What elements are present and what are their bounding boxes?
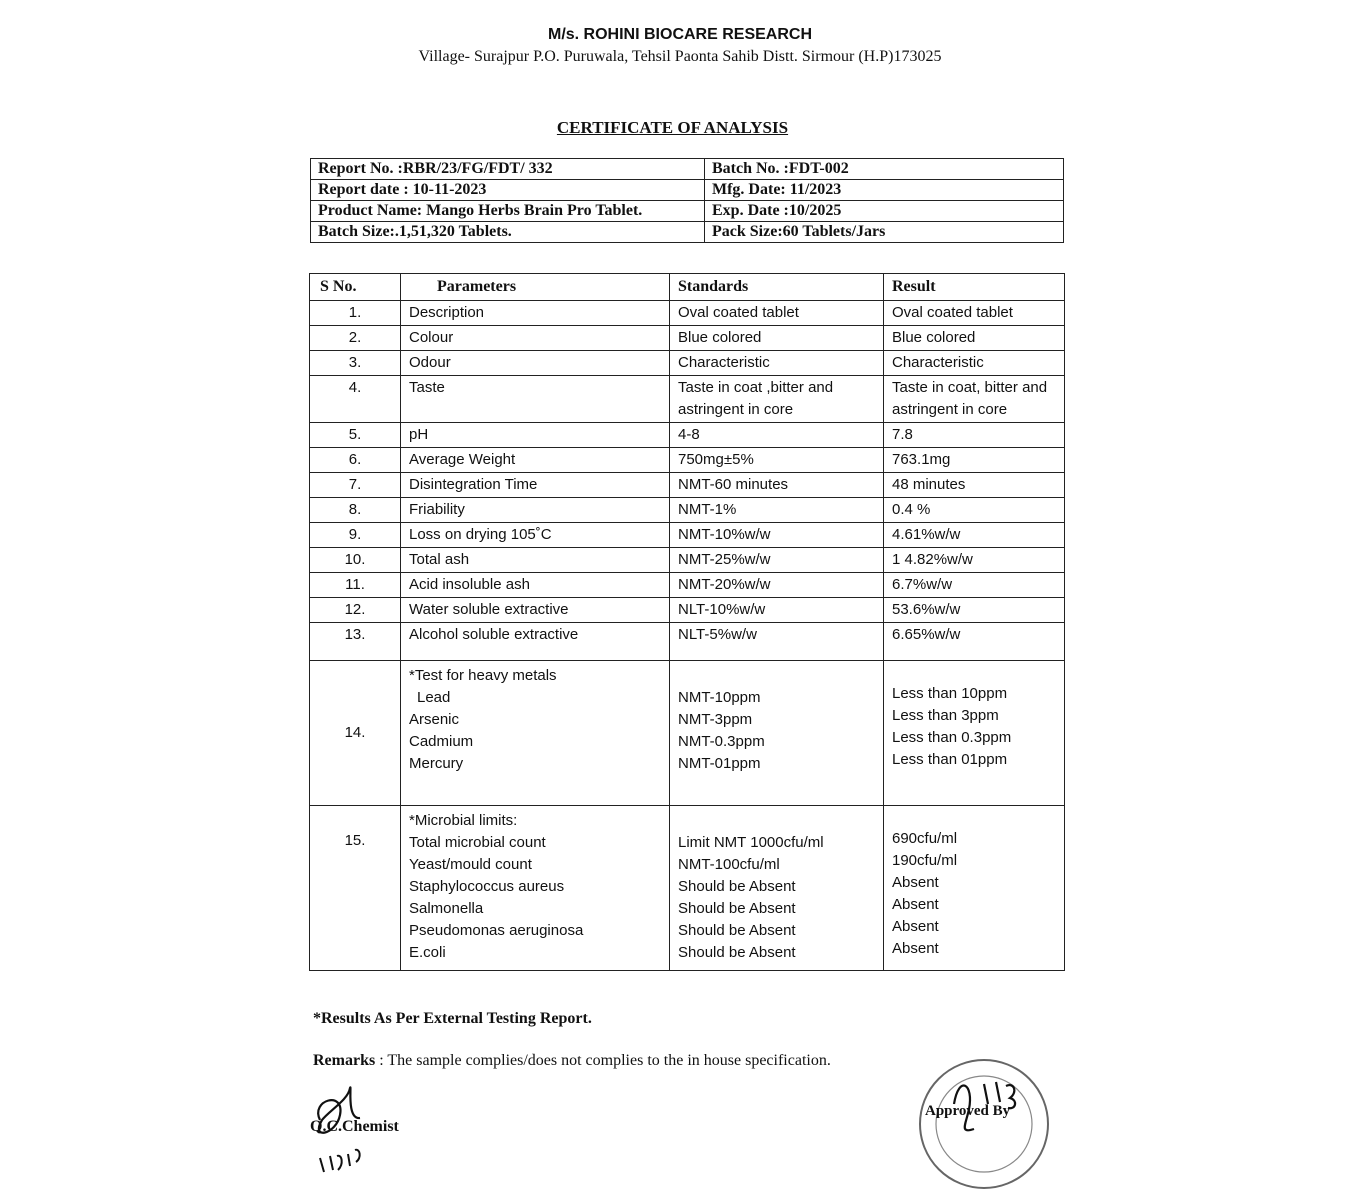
row-parameter: pH [401,423,670,448]
batch-number: Batch No. :FDT-002 [705,159,1064,180]
table-row-microbial [310,806,1065,971]
result-line: Taste in coat, bitter and [892,379,1048,396]
table-row [310,523,1065,548]
header-parameters: Parameters [401,274,670,301]
result-line: astringent in core [892,401,1008,418]
company-address: Village- Surajpur P.O. Puruwala, Tehsil Paonta Sahib Distt. Sirmour (H.P)173025 [418,48,942,65]
param-line: Staphylococcus aureus [409,878,565,895]
report-info-table [310,158,1064,243]
table-row [310,376,1065,423]
row-sno: 6. [310,448,401,473]
pack-size: Pack Size:60 Tablets/Jars [705,222,1064,243]
header-sno: S No. [310,274,401,301]
row-result: Characteristic [884,351,1065,376]
result-line: Absent [892,918,939,935]
row-result: 53.6%w/w [884,598,1065,623]
standard-line: Limit NMT 1000cfu/ml [678,834,824,851]
table-body [310,301,1065,971]
result-line: Absent [892,896,939,913]
row-standard [670,376,884,423]
param-line: Arsenic [409,711,460,728]
analysis-results-table [309,273,1065,971]
row-result: 7.8 [884,423,1065,448]
table-row [310,623,1065,661]
row-parameter: Average Weight [401,448,670,473]
result-line: Less than 10ppm [892,685,1008,702]
result-line: Less than 3ppm [892,707,999,724]
table-row [310,548,1065,573]
standard-line: NMT-01ppm [678,755,761,772]
row-sno: 9. [310,523,401,548]
row-parameter: Friability [401,498,670,523]
table-row [310,301,1065,326]
row-sno: 2. [310,326,401,351]
row-parameter: Acid insoluble ash [401,573,670,598]
row-standard: 750mg±5% [670,448,884,473]
qc-chemist-label: Q.C.Chemist [310,1118,399,1135]
heavy-metals-standards [670,661,884,806]
table-header-row [310,274,1065,301]
standard-line: NMT-10ppm [678,689,761,706]
row-parameter: Loss on drying 105˚C [401,523,670,548]
header-standards: Standards [670,274,884,301]
info-row [311,201,1064,222]
param-line: Cadmium [409,733,474,750]
standard-line: Should be Absent [678,900,796,917]
heavy-metals-title: *Test for heavy metals [409,667,557,684]
standard-line: Should be Absent [678,944,796,961]
param-line: Lead [417,689,451,706]
row-result: Blue colored [884,326,1065,351]
row-sno: 5. [310,423,401,448]
param-line: Pseudomonas aeruginosa [409,922,584,939]
row-standard: Oval coated tablet [670,301,884,326]
microbial-parameters [401,806,670,971]
row-sno: 13. [310,623,401,661]
row-parameter: Odour [401,351,670,376]
document-title: CERTIFICATE OF ANALYSIS [556,118,789,137]
standard-line: Taste in coat ,bitter and [678,379,834,396]
row-result: 1 4.82%w/w [884,548,1065,573]
row-sno: 10. [310,548,401,573]
row-sno: 1. [310,301,401,326]
standard-line: astringent in core [678,401,794,418]
header-result: Result [884,274,1065,301]
row-parameter: Total ash [401,548,670,573]
row-parameter: Disintegration Time [401,473,670,498]
report-number: Report No. :RBR/23/FG/FDT/ 332 [311,159,705,180]
result-line: Absent [892,874,939,891]
remarks-text: : The sample complies/does not complies to the in house specification. [375,1052,831,1069]
heavy-metals-parameters [401,661,670,806]
microbial-standards [670,806,884,971]
report-date: Report date : 10-11-2023 [311,180,705,201]
row-sno: 8. [310,498,401,523]
row-result: 48 minutes [884,473,1065,498]
batch-size: Batch Size:.1,51,320 Tablets. [311,222,705,243]
row-result: 6.7%w/w [884,573,1065,598]
remarks [313,1052,831,1070]
standard-line: NMT-0.3ppm [678,733,765,750]
microbial-results [884,806,1065,971]
row-standard: NLT-10%w/w [670,598,884,623]
product-name: Product Name: Mango Herbs Brain Pro Tablet. [311,201,705,222]
row-sno: 14. [310,661,401,806]
standard-line: NMT-100cfu/ml [678,856,780,873]
row-standard: NMT-25%w/w [670,548,884,573]
row-standard: Blue colored [670,326,884,351]
qc-control-stamp [914,1054,1054,1194]
company-name: M/s. ROHINI BIOCARE RESEARCH [547,26,813,43]
exp-date: Exp. Date :10/2025 [705,201,1064,222]
row-standard: NMT-1% [670,498,884,523]
table-row [310,351,1065,376]
result-line: Absent [892,940,939,957]
param-line: E.coli [409,944,446,961]
info-row [311,180,1064,201]
row-sno: 12. [310,598,401,623]
info-row [311,159,1064,180]
row-sno: 15. [310,806,401,971]
approved-by-label: Approved By [925,1103,1011,1119]
standard-line: Should be Absent [678,878,796,895]
row-sno: 7. [310,473,401,498]
row-standard: NMT-20%w/w [670,573,884,598]
param-line: Total microbial count [409,834,546,851]
row-result: 763.1mg [884,448,1065,473]
microbial-title: *Microbial limits: [409,812,518,829]
row-parameter: Water soluble extractive [401,598,670,623]
table-row [310,326,1065,351]
table-row [310,448,1065,473]
param-line: Yeast/mould count [409,856,532,873]
row-result [884,376,1065,423]
external-testing-note: *Results As Per External Testing Report. [313,1010,592,1027]
table-row [310,423,1065,448]
row-sno: 3. [310,351,401,376]
table-row [310,473,1065,498]
row-parameter: Colour [401,326,670,351]
result-line: Less than 01ppm [892,751,1008,768]
standard-line: NMT-3ppm [678,711,753,728]
result-line: 190cfu/ml [892,852,958,869]
row-result: 6.65%w/w [884,623,1065,661]
param-line: Mercury [409,755,464,772]
row-parameter: Taste [401,376,670,423]
row-standard: Characteristic [670,351,884,376]
result-line: Less than 0.3ppm [892,729,1012,746]
row-sno: 4. [310,376,401,423]
row-standard: NMT-10%w/w [670,523,884,548]
remarks-label: Remarks [313,1052,376,1069]
table-row-heavy-metals [310,661,1065,806]
row-result: 0.4 % [884,498,1065,523]
row-parameter: Alcohol soluble extractive [401,623,670,661]
row-result: Oval coated tablet [884,301,1065,326]
row-result: 4.61%w/w [884,523,1065,548]
param-line: Salmonella [409,900,484,917]
row-parameter: Description [401,301,670,326]
standard-line: Should be Absent [678,922,796,939]
mfg-date: Mfg. Date: 11/2023 [705,180,1064,201]
info-row [311,222,1064,243]
row-standard: NLT-5%w/w [670,623,884,661]
table-row [310,573,1065,598]
row-sno: 11. [310,573,401,598]
row-standard: 4-8 [670,423,884,448]
row-standard: NMT-60 minutes [670,473,884,498]
result-line: 690cfu/ml [892,830,958,847]
table-row [310,598,1065,623]
heavy-metals-results [884,661,1065,806]
table-row [310,498,1065,523]
